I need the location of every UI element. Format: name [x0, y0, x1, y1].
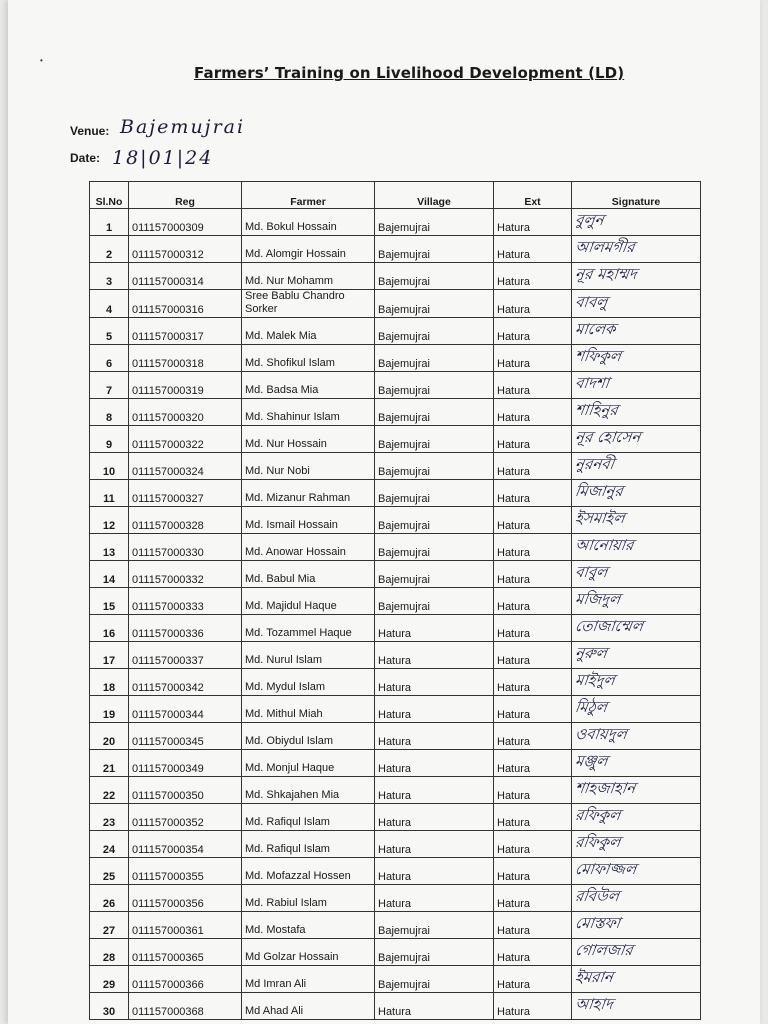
farmer-cell: Md. Tozammel Haque — [242, 615, 375, 642]
sl-no-cell: 23 — [90, 804, 129, 831]
handwritten-signature: গোলজার — [573, 941, 634, 959]
handwritten-signature: নূর মহাম্মদ — [573, 265, 639, 283]
signature-cell — [572, 453, 701, 480]
village-cell: Bajemujrai — [375, 939, 494, 966]
ext-cell: Hatura — [494, 804, 572, 831]
signature-cell — [572, 263, 701, 290]
table-row — [90, 263, 701, 290]
ext-cell: Hatura — [494, 480, 572, 507]
reg-cell: 011157000368 — [129, 993, 242, 1020]
signature-cell — [572, 777, 701, 804]
village-cell: Hatura — [375, 669, 494, 696]
farmer-cell: Md Golzar Hossain — [242, 939, 375, 966]
reg-cell: 011157000320 — [129, 399, 242, 426]
sl-no-cell: 8 — [90, 399, 129, 426]
farmer-cell: Md. Rafiqul Islam — [242, 804, 375, 831]
handwritten-signature: বাদশা — [573, 374, 611, 392]
reg-cell: 011157000336 — [129, 615, 242, 642]
village-cell: Bajemujrai — [375, 209, 494, 236]
village-cell: Hatura — [375, 804, 494, 831]
sl-no-cell: 21 — [90, 750, 129, 777]
reg-cell: 011157000319 — [129, 372, 242, 399]
sl-no-cell: 5 — [90, 318, 129, 345]
farmer-cell: Md. Shahinur Islam — [242, 399, 375, 426]
farmer-cell: Md. Mydul Islam — [242, 669, 375, 696]
handwritten-signature: মঞ্জুল — [573, 752, 609, 770]
sl-no-cell: 14 — [90, 561, 129, 588]
farmer-cell: Md. Nurul Islam — [242, 642, 375, 669]
table-row — [90, 399, 701, 426]
farmer-cell: Md. Alomgir Hossain — [242, 236, 375, 263]
ext-cell: Hatura — [494, 993, 572, 1020]
farmer-cell: Md. Mofazzal Hossen — [242, 858, 375, 885]
handwritten-signature: মিঠুল — [573, 698, 609, 716]
village-cell: Bajemujrai — [375, 534, 494, 561]
signature-cell — [572, 507, 701, 534]
village-cell: Bajemujrai — [375, 345, 494, 372]
ext-cell: Hatura — [494, 831, 572, 858]
table-row — [90, 642, 701, 669]
table-row — [90, 426, 701, 453]
reg-cell: 011157000328 — [129, 507, 242, 534]
handwritten-signature: বাবলু — [573, 293, 609, 311]
farmer-cell: Md. Shkajahen Mia — [242, 777, 375, 804]
header-farmer: Farmer — [242, 182, 375, 209]
signature-cell — [572, 993, 701, 1020]
reg-cell: 011157000342 — [129, 669, 242, 696]
farmer-cell: Md Ahad Ali — [242, 993, 375, 1020]
ext-cell: Hatura — [494, 426, 572, 453]
farmer-cell: Md. Rabiul Islam — [242, 885, 375, 912]
reg-cell: 011157000344 — [129, 696, 242, 723]
reg-cell: 011157000356 — [129, 885, 242, 912]
village-cell: Bajemujrai — [375, 561, 494, 588]
farmer-cell: Md. Ismail Hossain — [242, 507, 375, 534]
ext-cell: Hatura — [494, 290, 572, 318]
village-cell: Hatura — [375, 696, 494, 723]
farmer-cell: Md Imran Ali — [242, 966, 375, 993]
sl-no-cell: 11 — [90, 480, 129, 507]
village-cell: Hatura — [375, 831, 494, 858]
handwritten-signature: বাবুল — [573, 563, 609, 581]
village-cell: Hatura — [375, 642, 494, 669]
reg-cell: 011157000352 — [129, 804, 242, 831]
sl-no-cell: 1 — [90, 209, 129, 236]
village-cell: Bajemujrai — [375, 453, 494, 480]
ext-cell: Hatura — [494, 345, 572, 372]
sl-no-cell: 12 — [90, 507, 129, 534]
table-row — [90, 453, 701, 480]
sl-no-cell: 30 — [90, 993, 129, 1020]
table-row — [90, 750, 701, 777]
reg-cell: 011157000349 — [129, 750, 242, 777]
reg-cell: 011157000330 — [129, 534, 242, 561]
handwritten-signature: মালেক — [573, 320, 617, 338]
ext-cell: Hatura — [494, 885, 572, 912]
village-cell: Hatura — [375, 777, 494, 804]
reg-cell: 011157000317 — [129, 318, 242, 345]
reg-cell: 011157000309 — [129, 209, 242, 236]
sl-no-cell: 10 — [90, 453, 129, 480]
table-row — [90, 236, 701, 263]
signature-cell — [572, 209, 701, 236]
handwritten-signature: শাহজাহান — [573, 779, 637, 797]
signature-cell — [572, 480, 701, 507]
handwritten-signature: আহাদ — [573, 995, 615, 1013]
table-row — [90, 615, 701, 642]
signature-cell — [572, 939, 701, 966]
table-row — [90, 993, 701, 1020]
village-cell: Bajemujrai — [375, 507, 494, 534]
header-reg: Reg — [129, 182, 242, 209]
village-cell: Hatura — [375, 750, 494, 777]
handwritten-signature: ইমরান — [573, 968, 615, 986]
scan-mark: • — [40, 56, 43, 65]
handwritten-signature: নুরনবী — [573, 455, 616, 473]
ext-cell: Hatura — [494, 534, 572, 561]
signature-cell — [572, 399, 701, 426]
village-cell: Bajemujrai — [375, 372, 494, 399]
sl-no-cell: 13 — [90, 534, 129, 561]
signature-cell — [572, 912, 701, 939]
reg-cell: 011157000355 — [129, 858, 242, 885]
sl-no-cell: 25 — [90, 858, 129, 885]
date-value: 18|01|24 — [112, 147, 214, 169]
reg-cell: 011157000318 — [129, 345, 242, 372]
signature-cell — [572, 696, 701, 723]
handwritten-signature: আনোয়ার — [573, 536, 635, 554]
handwritten-signature: মাইদুল — [573, 671, 617, 689]
sl-no-cell: 9 — [90, 426, 129, 453]
header-signature: Signature — [572, 182, 701, 209]
village-cell: Hatura — [375, 885, 494, 912]
farmer-cell: Md. Obiydul Islam — [242, 723, 375, 750]
village-cell: Hatura — [375, 858, 494, 885]
village-cell: Bajemujrai — [375, 480, 494, 507]
sl-no-cell: 29 — [90, 966, 129, 993]
sl-no-cell: 16 — [90, 615, 129, 642]
table-row — [90, 912, 701, 939]
sl-no-cell: 17 — [90, 642, 129, 669]
table-row — [90, 318, 701, 345]
handwritten-signature: মিজানুর — [573, 482, 625, 500]
signature-cell — [572, 372, 701, 399]
sl-no-cell: 6 — [90, 345, 129, 372]
ext-cell: Hatura — [494, 453, 572, 480]
village-cell: Hatura — [375, 615, 494, 642]
ext-cell: Hatura — [494, 696, 572, 723]
sl-no-cell: 7 — [90, 372, 129, 399]
farmer-cell: Md. Shofikul Islam — [242, 345, 375, 372]
reg-cell: 011157000324 — [129, 453, 242, 480]
handwritten-signature: মোফাজ্জল — [573, 860, 638, 878]
table-row — [90, 885, 701, 912]
reg-cell: 011157000333 — [129, 588, 242, 615]
table-row — [90, 372, 701, 399]
farmer-cell: Md. Malek Mia — [242, 318, 375, 345]
signature-cell — [572, 561, 701, 588]
reg-cell: 011157000361 — [129, 912, 242, 939]
ext-cell: Hatura — [494, 507, 572, 534]
signature-cell — [572, 831, 701, 858]
table-row — [90, 290, 701, 318]
farmer-cell: Md. Mithul Miah — [242, 696, 375, 723]
reg-cell: 011157000322 — [129, 426, 242, 453]
reg-cell: 011157000314 — [129, 263, 242, 290]
table-header-row — [90, 182, 701, 209]
table-row — [90, 588, 701, 615]
attendance-table — [89, 181, 701, 1020]
farmer-cell: Md. Bokul Hossain — [242, 209, 375, 236]
farmer-cell: Md. Babul Mia — [242, 561, 375, 588]
signature-cell — [572, 750, 701, 777]
handwritten-signature: রফিকুল — [573, 833, 622, 851]
ext-cell: Hatura — [494, 750, 572, 777]
signature-cell — [572, 723, 701, 750]
handwritten-signature: ওবায়দুল — [573, 725, 629, 743]
village-cell: Hatura — [375, 993, 494, 1020]
ext-cell: Hatura — [494, 236, 572, 263]
handwritten-signature: আলমগীর — [573, 238, 636, 256]
sl-no-cell: 22 — [90, 777, 129, 804]
venue-value: Bajemujrai — [120, 116, 246, 138]
table-row — [90, 831, 701, 858]
handwritten-signature: নুরুল — [573, 644, 609, 662]
handwritten-signature: শফিকুল — [573, 347, 623, 365]
farmer-cell: Md. Badsa Mia — [242, 372, 375, 399]
sl-no-cell: 26 — [90, 885, 129, 912]
farmer-cell: Md. Nur Hossain — [242, 426, 375, 453]
village-cell: Bajemujrai — [375, 290, 494, 318]
handwritten-signature: বুলুন — [573, 211, 605, 229]
ext-cell: Hatura — [494, 939, 572, 966]
reg-cell: 011157000332 — [129, 561, 242, 588]
signature-cell — [572, 236, 701, 263]
farmer-cell: Md. Nur Nobi — [242, 453, 375, 480]
table-row — [90, 669, 701, 696]
table-row — [90, 480, 701, 507]
handwritten-signature: মজিদুল — [573, 590, 622, 608]
signature-cell — [572, 588, 701, 615]
signature-cell — [572, 804, 701, 831]
ext-cell: Hatura — [494, 723, 572, 750]
table-row — [90, 561, 701, 588]
table-row — [90, 939, 701, 966]
table-row — [90, 723, 701, 750]
table-body — [90, 209, 701, 1020]
signature-cell — [572, 426, 701, 453]
sl-no-cell: 27 — [90, 912, 129, 939]
village-cell: Bajemujrai — [375, 318, 494, 345]
village-cell: Bajemujrai — [375, 263, 494, 290]
ext-cell: Hatura — [494, 372, 572, 399]
village-cell: Bajemujrai — [375, 588, 494, 615]
reg-cell: 011157000350 — [129, 777, 242, 804]
sl-no-cell: 24 — [90, 831, 129, 858]
sl-no-cell: 18 — [90, 669, 129, 696]
ext-cell: Hatura — [494, 669, 572, 696]
reg-cell: 011157000316 — [129, 290, 242, 318]
handwritten-signature: শাহিনুর — [573, 401, 620, 419]
reg-cell: 011157000345 — [129, 723, 242, 750]
signature-cell — [572, 345, 701, 372]
header-sl-no: Sl.No — [90, 182, 129, 209]
date-label: Date: — [70, 151, 101, 165]
handwritten-signature: রফিকুল — [573, 806, 622, 824]
ext-cell: Hatura — [494, 561, 572, 588]
table-row — [90, 696, 701, 723]
village-cell: Hatura — [375, 723, 494, 750]
sl-no-cell: 28 — [90, 939, 129, 966]
ext-cell: Hatura — [494, 615, 572, 642]
document-title: Farmers’ Training on Livelihood Development (LD) — [194, 64, 625, 82]
header-village: Village — [375, 182, 494, 209]
village-cell: Bajemujrai — [375, 399, 494, 426]
signature-cell — [572, 669, 701, 696]
document-sheet — [8, 0, 760, 1024]
table-row — [90, 507, 701, 534]
sl-no-cell: 4 — [90, 290, 129, 318]
village-cell: Bajemujrai — [375, 912, 494, 939]
sl-no-cell: 20 — [90, 723, 129, 750]
farmer-cell: Md. Monjul Haque — [242, 750, 375, 777]
village-cell: Bajemujrai — [375, 426, 494, 453]
signature-cell — [572, 858, 701, 885]
ext-cell: Hatura — [494, 858, 572, 885]
venue-label: Venue: — [70, 124, 110, 138]
signature-cell — [572, 290, 701, 318]
reg-cell: 011157000312 — [129, 236, 242, 263]
farmer-cell: Sree Bablu Chandro Sorker — [242, 290, 375, 318]
sl-no-cell: 15 — [90, 588, 129, 615]
village-cell: Bajemujrai — [375, 966, 494, 993]
reg-cell: 011157000327 — [129, 480, 242, 507]
sl-no-cell: 2 — [90, 236, 129, 263]
sl-no-cell: 19 — [90, 696, 129, 723]
signature-cell — [572, 966, 701, 993]
handwritten-signature: মোস্তফা — [573, 914, 622, 932]
handwritten-signature: ইসমাইল — [573, 509, 626, 527]
table-row — [90, 345, 701, 372]
signature-cell — [572, 885, 701, 912]
ext-cell: Hatura — [494, 263, 572, 290]
reg-cell: 011157000365 — [129, 939, 242, 966]
farmer-cell: Md. Rafiqul Islam — [242, 831, 375, 858]
village-cell: Bajemujrai — [375, 236, 494, 263]
ext-cell: Hatura — [494, 912, 572, 939]
ext-cell: Hatura — [494, 588, 572, 615]
ext-cell: Hatura — [494, 966, 572, 993]
signature-cell — [572, 615, 701, 642]
handwritten-signature: রবিউল — [573, 887, 621, 905]
sl-no-cell: 3 — [90, 263, 129, 290]
ext-cell: Hatura — [494, 318, 572, 345]
farmer-cell: Md. Anowar Hossain — [242, 534, 375, 561]
table-row — [90, 777, 701, 804]
signature-cell — [572, 642, 701, 669]
farmer-cell: Md. Nur Mohamm — [242, 263, 375, 290]
farmer-cell: Md. Mizanur Rahman — [242, 480, 375, 507]
table-row — [90, 534, 701, 561]
signature-cell — [572, 534, 701, 561]
ext-cell: Hatura — [494, 777, 572, 804]
ext-cell: Hatura — [494, 209, 572, 236]
table-row — [90, 966, 701, 993]
table-row — [90, 858, 701, 885]
signature-cell — [572, 318, 701, 345]
ext-cell: Hatura — [494, 399, 572, 426]
handwritten-signature: তোজাম্মেল — [573, 617, 645, 635]
table-row — [90, 209, 701, 236]
reg-cell: 011157000354 — [129, 831, 242, 858]
ext-cell: Hatura — [494, 642, 572, 669]
reg-cell: 011157000366 — [129, 966, 242, 993]
farmer-cell: Md. Majidul Haque — [242, 588, 375, 615]
table-row — [90, 804, 701, 831]
reg-cell: 011157000337 — [129, 642, 242, 669]
handwritten-signature: নূর হোসেন — [573, 428, 642, 446]
header-ext: Ext — [494, 182, 572, 209]
farmer-cell: Md. Mostafa — [242, 912, 375, 939]
